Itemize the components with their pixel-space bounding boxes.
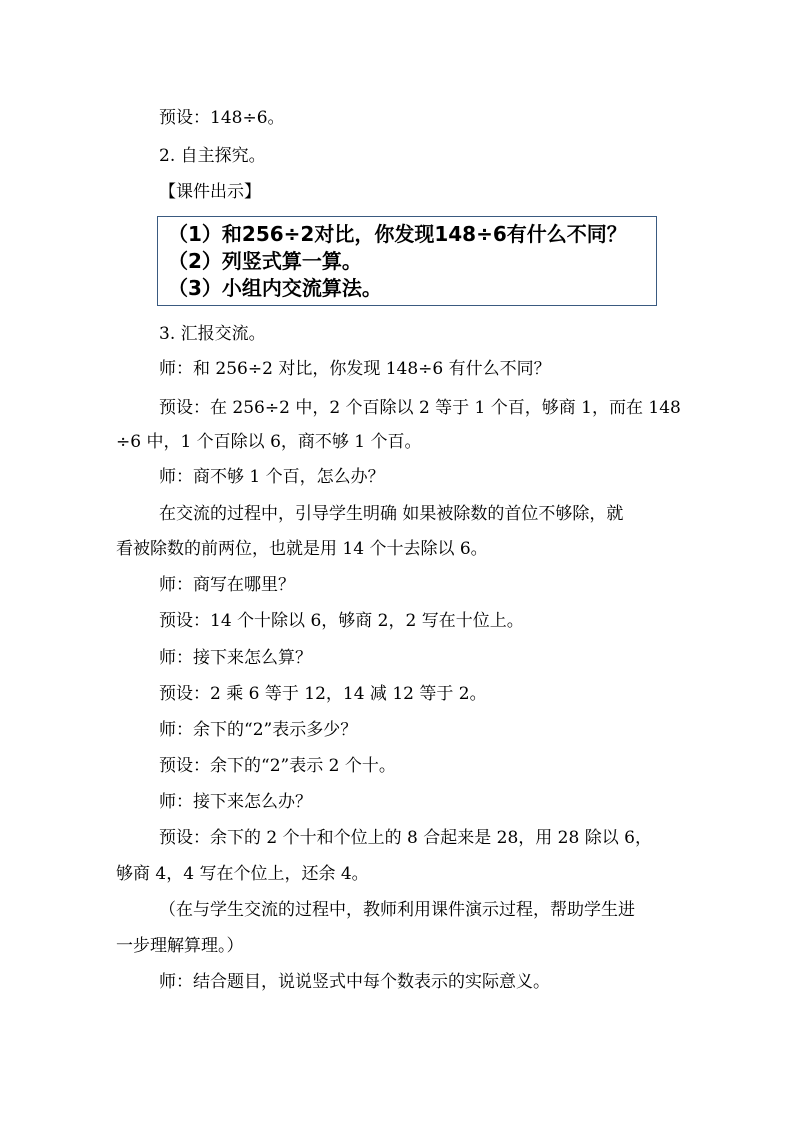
- paragraph: （在与学生交流的过程中，教师利用课件演示过程，帮助学生进: [159, 900, 635, 920]
- paragraph: 看被除数的前两位，也就是用 14 个十去除以 6。: [116, 539, 488, 559]
- paragraph: ÷6 中，1 个百除以 6，商不够 1 个百。: [116, 432, 422, 452]
- section-heading: 2. 自主探究。: [159, 146, 266, 166]
- paragraph: 一步理解算理。）: [116, 936, 244, 956]
- paragraph: 够商 4，4 写在个位上，还余 4。: [116, 864, 369, 884]
- paragraph: 在交流的过程中，引导学生明确 如果被除数的首位不够除，就: [159, 504, 624, 524]
- paragraph: 师：接下来怎么算？: [159, 648, 312, 668]
- paragraph: 师：接下来怎么办？: [159, 792, 312, 812]
- box-line: （1）和256÷2对比，你发现148÷6有什么不同？: [168, 222, 627, 246]
- courseware-box: [157, 216, 657, 306]
- box-line: （3）小组内交流算法。: [168, 276, 382, 300]
- paragraph: 师：商写在哪里？: [159, 575, 295, 595]
- paragraph: 预设：余下的“2”表示 2 个十。: [159, 756, 396, 776]
- paragraph: 预设：2 乘 6 等于 12，14 减 12 等于 2。: [159, 684, 487, 704]
- box-line: （2）列竖式算一算。: [168, 249, 362, 273]
- courseware-label: 【课件出示】: [159, 182, 261, 202]
- section-heading: 3. 汇报交流。: [159, 324, 266, 344]
- paragraph: 预设：在 256÷2 中，2 个百除以 2 等于 1 个百，够商 1，而在 148: [159, 398, 681, 418]
- paragraph: 师：和 256÷2 对比，你发现 148÷6 有什么不同？: [159, 359, 551, 379]
- paragraph: 师：结合题目，说说竖式中每个数表示的实际意义。: [159, 972, 550, 992]
- paragraph: 预设：148÷6。: [159, 108, 285, 128]
- paragraph: 师：商不够 1 个百，怎么办？: [159, 467, 385, 487]
- paragraph: 预设：余下的 2 个十和个位上的 8 合起来是 28，用 28 除以 6，: [159, 828, 652, 848]
- paragraph: 预设：14 个十除以 6，够商 2，2 写在十位上。: [159, 611, 524, 631]
- paragraph: 师：余下的“2”表示多少？: [159, 720, 358, 740]
